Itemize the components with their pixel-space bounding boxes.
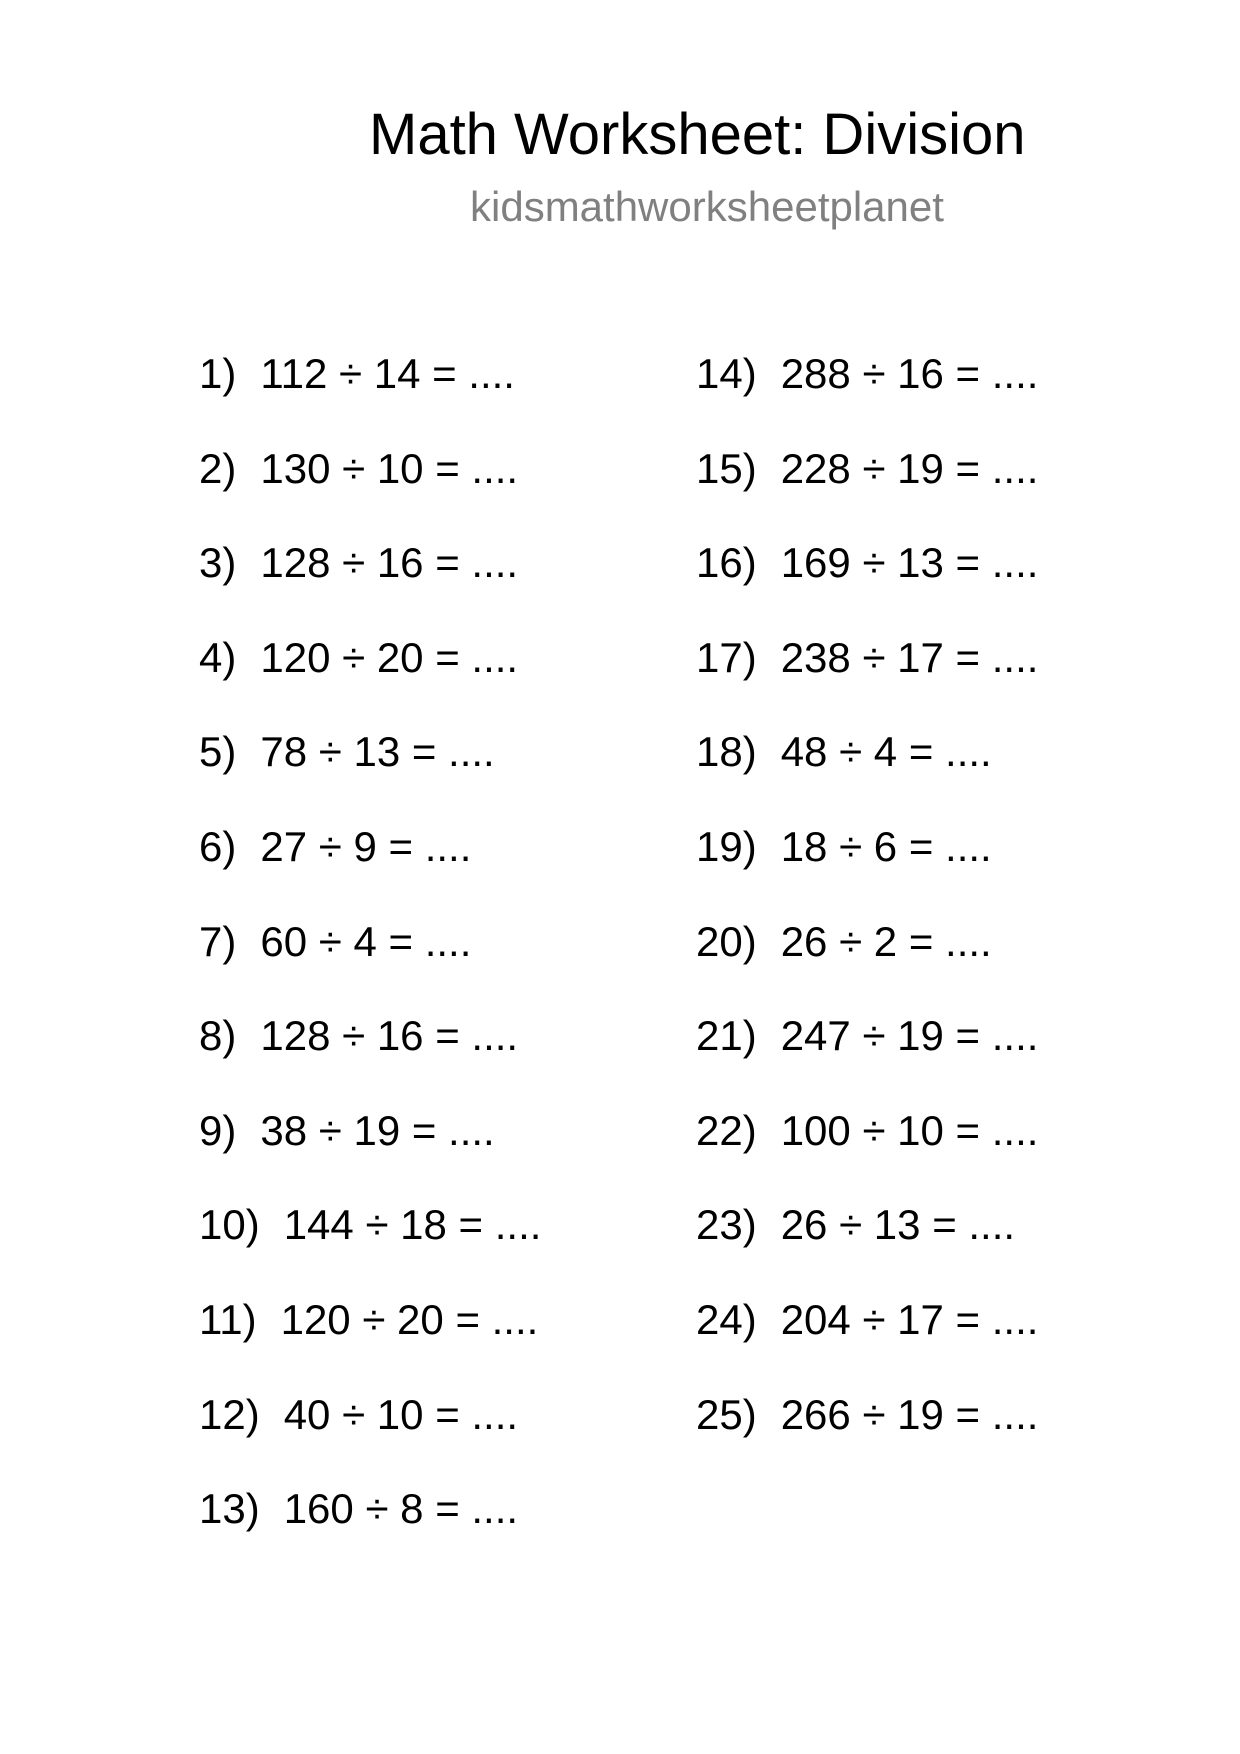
problem-number: 14): [696, 350, 757, 397]
problem-number: 1): [199, 350, 237, 397]
problem-number: 11): [199, 1295, 257, 1343]
problem-number: 6): [199, 822, 237, 870]
problem-number: 16): [696, 539, 757, 587]
problem-number: 3): [199, 539, 237, 587]
problem-column-right: [696, 340, 1038, 1475]
problem-number: 13): [199, 1485, 260, 1533]
problem-6: [199, 813, 541, 908]
problem-5: [199, 718, 541, 813]
problem-expression: 130 ÷ 10 = ....: [260, 444, 519, 492]
problem-expression: 100 ÷ 10 = ....: [780, 1106, 1039, 1154]
problem-23: [696, 1191, 1038, 1286]
problem-number: 20): [696, 917, 757, 965]
problem-expression: 120 ÷ 20 = ....: [280, 1295, 539, 1343]
problem-3: [199, 529, 541, 624]
problem-15: [696, 435, 1038, 530]
problem-expression: 266 ÷ 19 = ....: [780, 1390, 1039, 1438]
problem-number: 12): [199, 1390, 260, 1438]
problem-expression: 238 ÷ 17 = ....: [780, 633, 1039, 681]
problem-17: [696, 624, 1038, 719]
problem-expression: 144 ÷ 18 = ....: [283, 1201, 542, 1249]
problem-expression: 48 ÷ 4 = ....: [780, 728, 992, 776]
problem-number: 17): [696, 633, 757, 681]
problem-number: 23): [696, 1201, 757, 1249]
problem-11: [199, 1286, 541, 1381]
problem-expression: 288 ÷ 16 = ....: [780, 350, 1039, 397]
problem-expression: 26 ÷ 2 = ....: [780, 917, 992, 965]
problem-12: [199, 1381, 541, 1476]
problem-8: [199, 1002, 541, 1097]
problem-expression: 38 ÷ 19 = ....: [260, 1106, 495, 1154]
problem-1: [199, 340, 541, 435]
problem-expression: 128 ÷ 16 = ....: [260, 1012, 519, 1060]
problem-number: 9): [199, 1106, 237, 1154]
problem-21: [696, 1002, 1038, 1097]
problem-expression: 40 ÷ 10 = ....: [283, 1390, 519, 1438]
problem-expression: 228 ÷ 19 = ....: [780, 444, 1039, 492]
problem-7: [199, 908, 541, 1003]
problem-number: 7): [199, 917, 237, 965]
problem-number: 24): [696, 1295, 757, 1343]
problem-expression: 120 ÷ 20 = ....: [260, 633, 519, 681]
problem-number: 22): [696, 1106, 757, 1154]
problem-number: 8): [199, 1012, 237, 1060]
problem-expression: 247 ÷ 19 = ....: [780, 1012, 1039, 1060]
problem-4: [199, 624, 541, 719]
problem-number: 5): [199, 728, 237, 776]
problem-expression: 204 ÷ 17 = ....: [780, 1295, 1039, 1343]
problem-number: 19): [696, 822, 757, 870]
problem-expression: 78 ÷ 13 = ....: [260, 728, 495, 776]
problem-14: [696, 340, 1038, 435]
site-name: kidsmathworksheetplanet: [470, 183, 944, 230]
problem-2: [199, 435, 541, 530]
problem-number: 18): [696, 728, 757, 776]
problem-25: [696, 1381, 1038, 1476]
problem-expression: 26 ÷ 13 = ....: [780, 1201, 1016, 1249]
problem-18: [696, 718, 1038, 813]
page-title: Math Worksheet: Division: [369, 102, 1026, 167]
problem-number: 25): [696, 1390, 757, 1438]
problem-expression: 112 ÷ 14 = ....: [260, 350, 515, 397]
problem-number: 4): [199, 633, 237, 681]
problem-expression: 60 ÷ 4 = ....: [260, 917, 472, 965]
problem-number: 21): [696, 1012, 757, 1060]
problem-number: 10): [199, 1201, 260, 1249]
problem-19: [696, 813, 1038, 908]
problem-24: [696, 1286, 1038, 1381]
problem-22: [696, 1097, 1038, 1192]
problem-expression: 27 ÷ 9 = ....: [260, 822, 472, 870]
problem-9: [199, 1097, 541, 1192]
problem-20: [696, 908, 1038, 1003]
problem-number: 15): [696, 444, 757, 492]
problem-10: [199, 1191, 541, 1286]
problem-expression: 18 ÷ 6 = ....: [780, 822, 992, 870]
problem-13: [199, 1475, 541, 1570]
problem-expression: 160 ÷ 8 = ....: [283, 1485, 519, 1533]
problem-column-left: [199, 340, 541, 1570]
problem-number: 2): [199, 444, 237, 492]
problem-16: [696, 529, 1038, 624]
problem-expression: 169 ÷ 13 = ....: [780, 539, 1039, 587]
problem-expression: 128 ÷ 16 = ....: [260, 539, 519, 587]
